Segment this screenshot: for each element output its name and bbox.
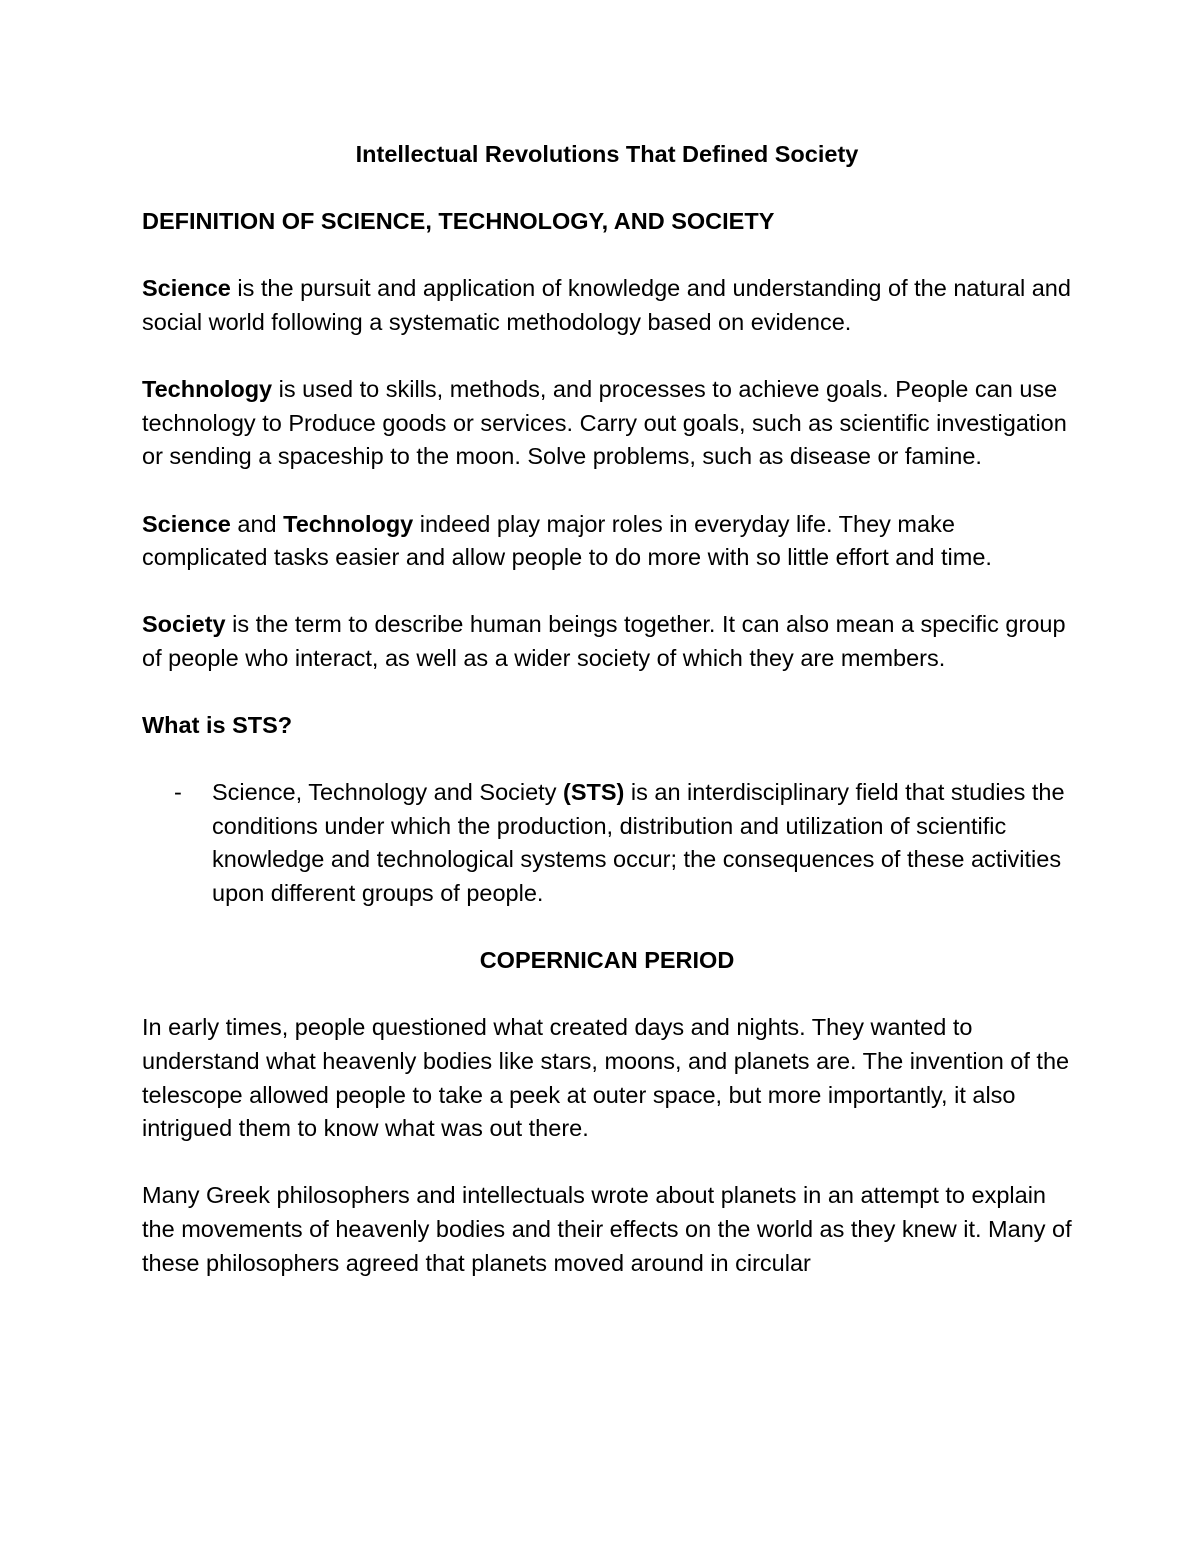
paragraph-science-text: is the pursuit and application of knowledge and understanding of the natural and social world following a systematic methodology based on evidence. <box>142 275 1071 335</box>
paragraph-scitech-text: indeed play major roles in everyday life. They make complicated tasks easier and allow people to do more with so little effort and time. <box>142 510 992 571</box>
paragraph-society-text: is the term to describe human beings together. It can also mean a specific group of people who interact, as well as a wider society of which they are members. <box>142 611 1066 671</box>
connector-text: and <box>230 510 284 537</box>
section-heading-copernican: COPERNICAN PERIOD <box>479 947 735 974</box>
term-technology: Technology <box>283 510 414 537</box>
list-item-sts <box>142 776 1072 910</box>
page-content <box>142 138 1072 1280</box>
paragraph-technology <box>142 373 1072 474</box>
sts-text-after: is an interdisciplinary field that studies the conditions under which the production, distribution and utilization of scientific knowledge and technological systems occur; the consequences of these activities upon different groups of people. <box>212 779 1065 907</box>
document-title: Intellectual Revolutions That Defined Society <box>355 141 859 167</box>
paragraph-science <box>142 272 1072 339</box>
term-technology: Technology <box>142 376 273 403</box>
bullet-dash: - <box>174 779 182 806</box>
term-science: Science <box>142 275 231 302</box>
section-heading-definition: DEFINITION OF SCIENCE, TECHNOLOGY, AND SOCIETY <box>142 208 775 235</box>
paragraph-greek-philosophers: Many Greek philosophers and intellectuals wrote about planets in an attempt to explain the movements of heavenly bodies and their effects on the world as they knew it. Many of these philosophers agreed that planets moved around in circular <box>142 1182 1072 1276</box>
sts-heading: What is STS? <box>142 712 293 739</box>
sts-text-before: Science, Technology and Society <box>212 779 563 806</box>
paragraph-technology-text: is used to skills, methods, and processes to achieve goals. People can use technology to Produce goods or services. Carry out goals, such as scientific investigation or sending a spaceship to the moon. Solve problems, such as disease or famine. <box>142 376 1067 470</box>
paragraph-early-times: In early times, people questioned what created days and nights. They wanted to understand what heavenly bodies like stars, moons, and planets are. The invention of the telescope allowed people to take a peek at outer space, but more importantly, it also intrigued them to know what was out there. <box>142 1014 1070 1142</box>
term-society: Society <box>142 611 226 638</box>
paragraph-society <box>142 608 1072 675</box>
paragraph-science-and-technology <box>142 508 1072 575</box>
term-science: Science <box>142 510 231 537</box>
sts-abbreviation: (STS) <box>563 779 625 806</box>
